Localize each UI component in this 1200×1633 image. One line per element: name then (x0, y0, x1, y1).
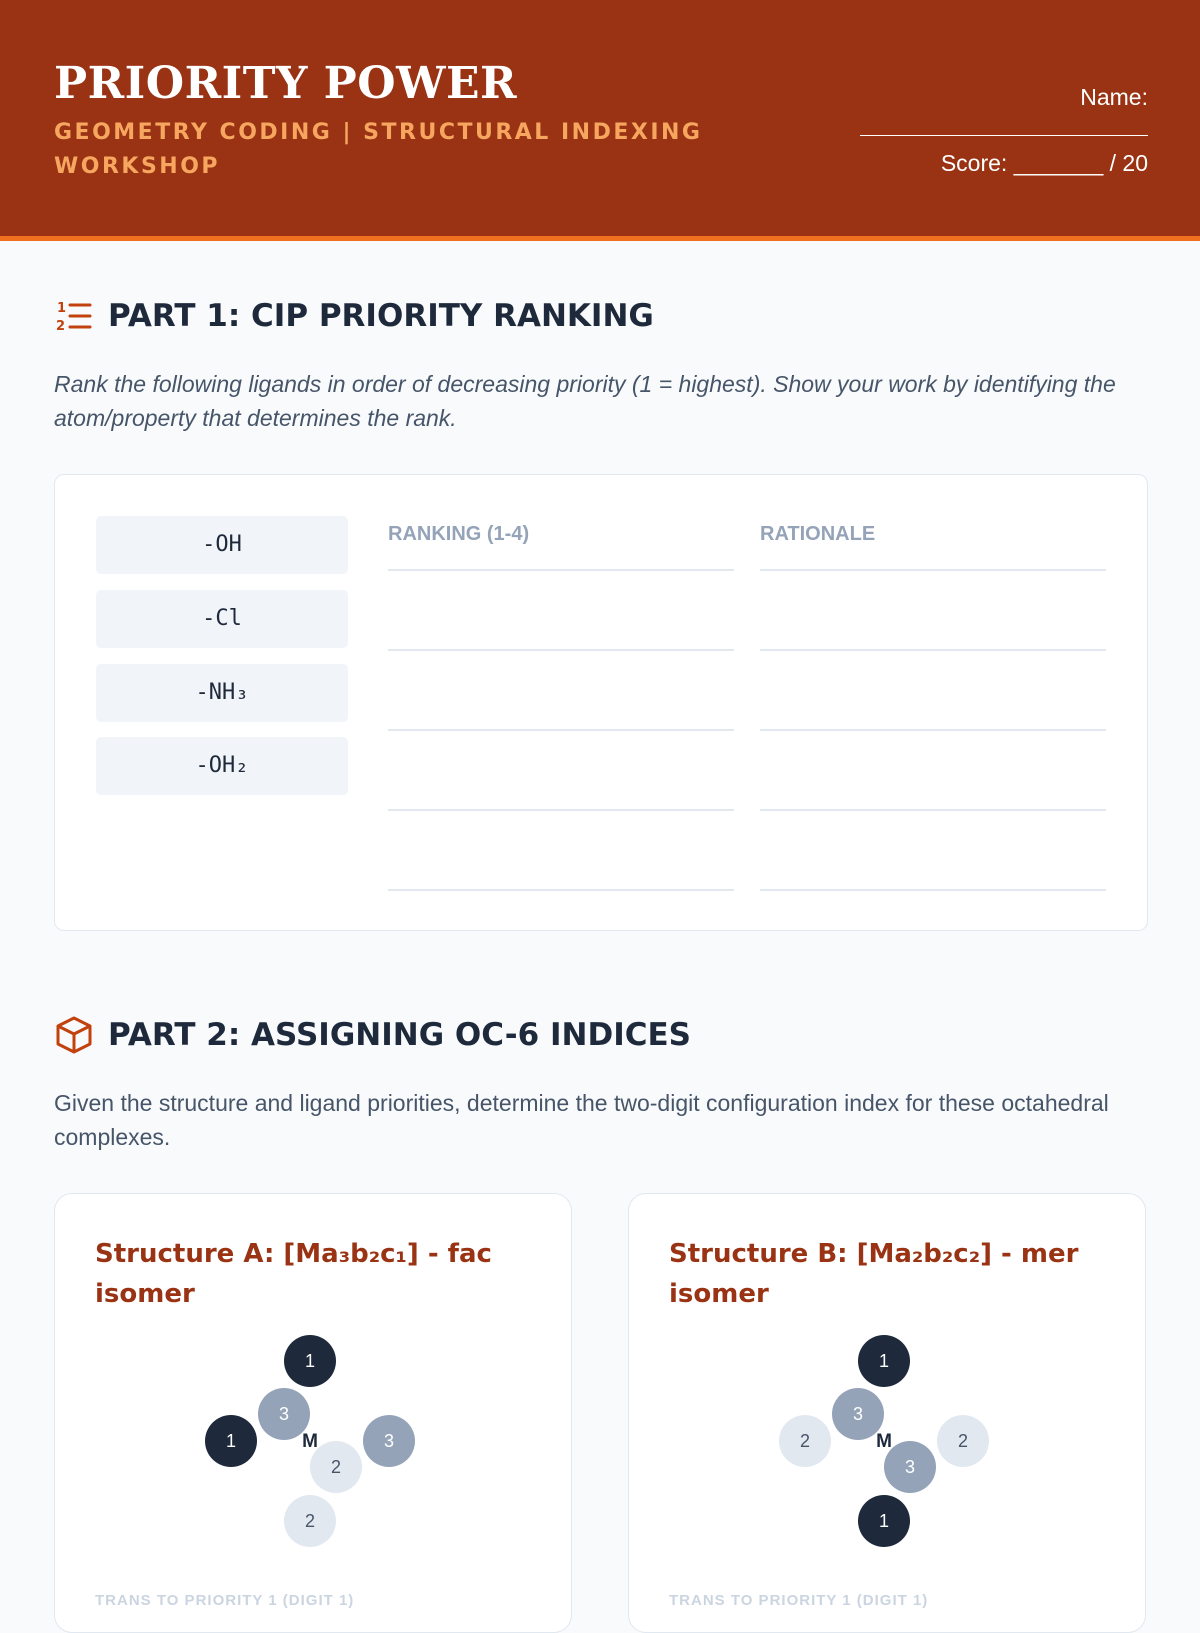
ligand-top-label: 1 (304, 1351, 316, 1371)
part1-instructions: Rank the following ligands in order of decreasing priority (1 = highest). Show your work by identifying the atom/property that determines the rank. (54, 371, 1116, 431)
ligand-left-label: 2 (799, 1431, 811, 1451)
ligand-top-label: 1 (878, 1351, 890, 1371)
rationale-answer-line[interactable] (760, 569, 1106, 571)
ligand-left-label: 1 (225, 1431, 237, 1451)
structure-title: Structure B: [Ma₂b₂c₂] - mer isomer (669, 1239, 1079, 1309)
octahedral-diagram (190, 1334, 430, 1554)
part2-title: PART 2: ASSIGNING OC-6 INDICES (108, 1017, 691, 1053)
svg-text:2: 2 (56, 319, 66, 334)
ranking-answer-line[interactable] (388, 649, 734, 651)
metal-center-label: M (876, 1431, 892, 1452)
ranking-answer-line[interactable] (388, 569, 734, 571)
part2-instructions: Given the structure and ligand priorities, determine the two-digit configuration index for these octahedral complexes. (54, 1090, 1109, 1150)
worksheet-header (0, 0, 1200, 241)
ligand-chip: -OH (96, 516, 348, 574)
structure-footer-label: TRANS TO PRIORITY 1 (DIGIT 1) (669, 1592, 929, 1609)
name-score-box (860, 84, 1148, 178)
score-label: Score: _______ / 20 (940, 150, 1148, 176)
part2-heading (54, 1015, 691, 1055)
ligand-back-label: 3 (852, 1404, 864, 1424)
worksheet-title: PRIORITY POWER (54, 58, 518, 109)
structure-title: Structure A: [Ma₃b₂c₁] - fac isomer (95, 1239, 492, 1309)
octahedral-diagram (764, 1334, 1004, 1554)
ranking-answer-line[interactable] (388, 889, 734, 891)
ligand-right-label: 2 (957, 1431, 969, 1451)
ligand-chip: -Cl (96, 590, 348, 648)
worksheet-subtitle: GEOMETRY CODING | STRUCTURAL INDEXING WORKSHOP (54, 120, 703, 179)
ligand-bottom-label: 1 (878, 1511, 890, 1531)
name-label: Name: (1080, 84, 1148, 110)
ligand-front-label: 3 (904, 1457, 916, 1477)
ligand-right-label: 3 (383, 1431, 395, 1451)
ranking-card (54, 474, 1148, 931)
ranking-answer-line[interactable] (388, 729, 734, 731)
rationale-column-header: RATIONALE (760, 523, 876, 545)
part1-title: PART 1: CIP PRIORITY RANKING (108, 298, 654, 334)
ligand-chip: -NH₃ (96, 664, 348, 722)
ligand-back-label: 3 (278, 1404, 290, 1424)
ligand-chip: -OH₂ (96, 737, 348, 795)
rationale-answer-line[interactable] (760, 729, 1106, 731)
list-ordered-icon (54, 296, 94, 336)
metal-center-label: M (302, 1431, 318, 1452)
structure-footer-label: TRANS TO PRIORITY 1 (DIGIT 1) (95, 1592, 355, 1609)
rationale-answer-line[interactable] (760, 889, 1106, 891)
cube-icon (54, 1015, 94, 1055)
ranking-answer-line[interactable] (388, 809, 734, 811)
structure-card-b (628, 1193, 1146, 1633)
ranking-column-header: RANKING (1-4) (388, 523, 530, 545)
rationale-answer-line[interactable] (760, 649, 1106, 651)
ligand-front-label: 2 (330, 1457, 342, 1477)
svg-text:1: 1 (57, 301, 67, 316)
structure-card-a (54, 1193, 572, 1633)
name-field[interactable] (860, 110, 1148, 136)
ligand-bottom-label: 2 (304, 1511, 316, 1531)
part1-heading (54, 296, 654, 336)
rationale-answer-line[interactable] (760, 809, 1106, 811)
